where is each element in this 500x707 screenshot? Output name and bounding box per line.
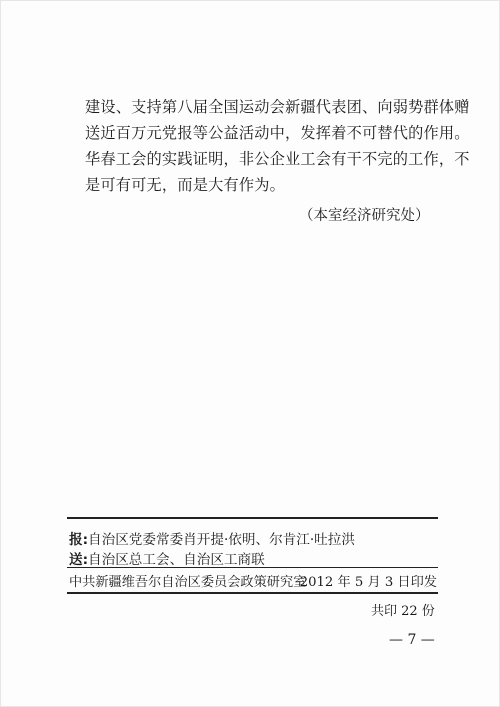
report-label: 报:: [69, 532, 89, 548]
author-signature: （本室经济研究处）: [299, 208, 430, 224]
body-line-4: 是可有可无，而是大有作为。: [85, 176, 286, 194]
issue-date: 2012 年 5 月 3 日印发: [299, 575, 437, 590]
send-label: 送:: [69, 552, 89, 568]
body-line-1: 建设、支持第八届全国运动会新疆代表团、向弱势群体赠: [85, 98, 470, 116]
body-paragraph: [85, 94, 470, 198]
issuer-row: [69, 571, 437, 590]
body-line-2: 送近百万元党报等公益活动中，发挥着不可替代的作用。: [85, 124, 470, 142]
send-to-row: [69, 548, 265, 568]
divider-top: [67, 517, 438, 519]
page-number: — 7 —: [389, 632, 435, 648]
report-recipients: 自治区党委常委肖开提·依明、尔肯江·吐拉洪: [88, 532, 355, 548]
issuer-name: 中共新疆维吾尔自治区委员会政策研究室: [69, 575, 307, 590]
body-line-3: 华春工会的实践证明，非公企业工会有干不完的工作，不: [85, 150, 470, 168]
copies-printed: 共印 22 份: [371, 604, 435, 619]
send-recipients: 自治区总工会、自治区工商联: [88, 552, 265, 568]
report-to-row: [69, 528, 355, 548]
divider-middle: [67, 567, 438, 568]
divider-bottom: [67, 592, 438, 594]
